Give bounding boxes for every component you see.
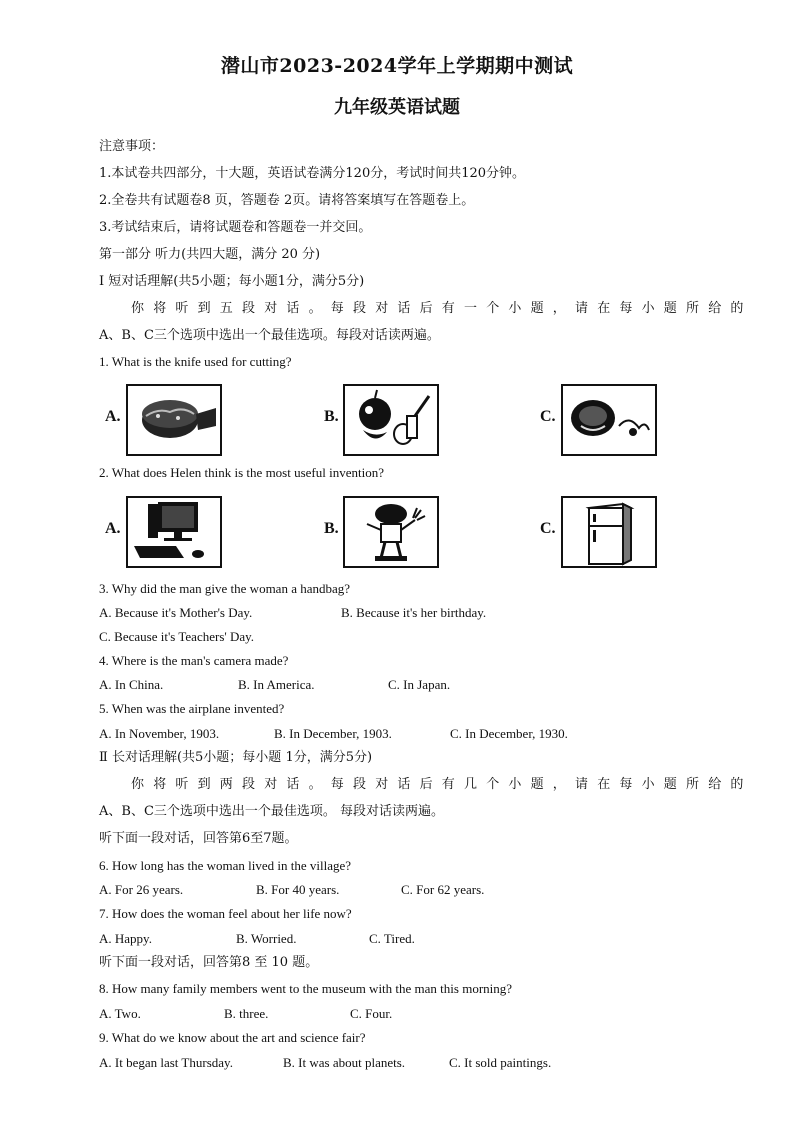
option-a: A. Two. <box>99 1006 141 1021</box>
cake-image <box>126 384 222 456</box>
option-a-label: A. <box>105 520 121 537</box>
refrigerator-image <box>561 496 657 568</box>
note-item: 2.全卷共有试题卷8 页，答题卷 2页。请将答案填写在答题卷上。 <box>99 193 475 208</box>
question-2: 2. What does Helen think is the most useful invention? <box>99 465 384 480</box>
option-b-label: B. <box>324 408 339 425</box>
section1-heading: Ⅰ 短对话理解(共5小题；每小题1分，满分5分) <box>99 274 365 289</box>
note-item: 1.本试卷共四部分，十大题，英语试卷满分120分，考试时间共120分钟。 <box>99 166 526 181</box>
option-c: C. Because it's Teachers' Day. <box>99 629 255 644</box>
question-7: 7. How does the woman feel about her life now? <box>99 906 352 921</box>
option-c: C. Four. <box>350 1006 393 1021</box>
question-9: 9. What do we know about the art and science fair? <box>99 1030 366 1045</box>
option-a-label: A. <box>105 408 121 425</box>
option-a: A. Happy. <box>99 931 152 946</box>
computer-image <box>126 496 222 568</box>
option-c: C. In December, 1930. <box>450 726 568 741</box>
apples-image <box>343 384 439 456</box>
option-c-label: C. <box>540 520 556 537</box>
section1-instruction: 你将听到五段对话。每段对话后有一个小题，请在每小题所给的 <box>131 301 753 316</box>
option-c-label: C. <box>540 408 556 425</box>
question-3: 3. Why did the man give the woman a handbag? <box>99 581 351 596</box>
question-5: 5. When was the airplane invented? <box>99 701 285 716</box>
note-item: 3.考试结束后，请将试题卷和答题卷一并交回。 <box>99 220 372 235</box>
option-c: C. In Japan. <box>388 677 451 692</box>
page-subtitle: 九年级英语试题 <box>334 97 460 118</box>
option-b: B. In America. <box>238 677 315 692</box>
question-6: 6. How long has the woman lived in the village? <box>99 858 352 873</box>
meat-image <box>561 384 657 456</box>
option-b: B. It was about planets. <box>283 1055 406 1070</box>
part1-heading: 第一部分 听力(共四大题，满分 20 分) <box>99 247 321 262</box>
page-title: 潜山市2023-2024学年上学期期中测试 <box>220 55 574 77</box>
option-a: A. Because it's Mother's Day. <box>99 605 253 620</box>
option-b: B. Because it's her birthday. <box>341 605 487 620</box>
section2-instruction: 你将听到两段对话。每段对话后有几个小题，请在每小题所给的 <box>131 777 753 792</box>
section2-heading: Ⅱ 长对话理解(共5小题；每小题 1分，满分5分) <box>99 750 373 765</box>
option-c: C. It sold paintings. <box>449 1055 552 1070</box>
option-a: A. It began last Thursday. <box>99 1055 233 1070</box>
notes-heading: 注意事项： <box>99 139 165 154</box>
option-b-label: B. <box>324 520 339 537</box>
question-1: 1. What is the knife used for cutting? <box>99 354 292 369</box>
dialog-instruction: 听下面一段对话，回答第8 至 10 题。 <box>99 955 319 970</box>
option-b: B. For 40 years. <box>256 882 340 897</box>
option-b: B. In December, 1903. <box>274 726 392 741</box>
dialog-instruction: 听下面一段对话，回答第6至7题。 <box>99 831 298 846</box>
question-8: 8. How many family members went to the museum with the man this morning? <box>99 981 513 996</box>
robot-image <box>343 496 439 568</box>
option-c: C. For 62 years. <box>401 882 485 897</box>
section1-instruction-cont: A、B、C三个选项中选出一个最佳选项。每段对话读两遍。 <box>99 328 440 343</box>
section2-instruction-cont: A、B、C三个选项中选出一个最佳选项。 每段对话读两遍。 <box>99 804 445 819</box>
option-b: B. Worried. <box>236 931 297 946</box>
option-b: B. three. <box>224 1006 269 1021</box>
option-c: C. Tired. <box>369 931 415 946</box>
option-a: A. For 26 years. <box>99 882 184 897</box>
option-a: A. In November, 1903. <box>99 726 220 741</box>
question-4: 4. Where is the man's camera made? <box>99 653 289 668</box>
option-a: A. In China. <box>99 677 164 692</box>
